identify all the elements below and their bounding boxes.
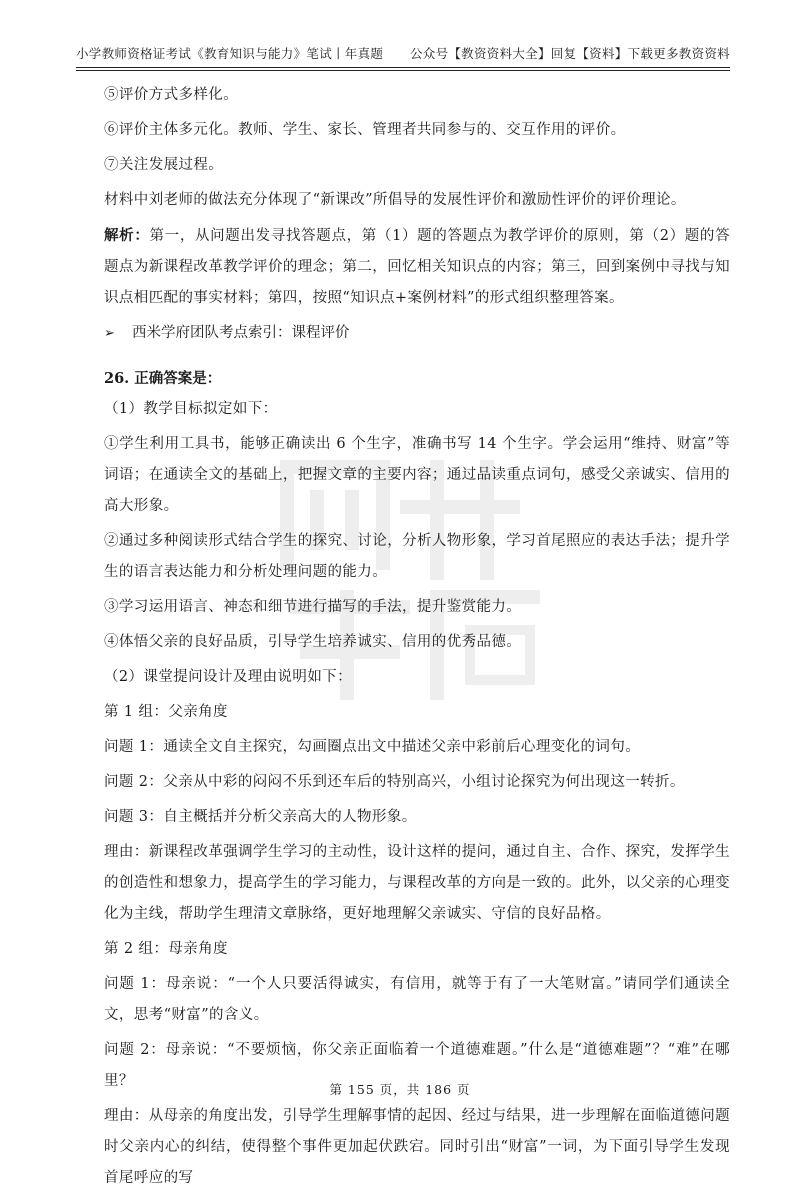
index-bullet (104, 318, 730, 349)
group-2-reason: 理由：从母亲的角度出发，引导学生理解事情的起因、经过与结果，进一步理解在面临道德问题时父亲内心的纠结，使得整个事件更加起伏跌宕。同时引出“财富”一词，为下面引导学生发现首尾呼应的写 (104, 1108, 730, 1186)
objective-4: ④体悟父亲的良好品质，引导学生培养诚实、信用的优秀品德。 (104, 634, 522, 650)
group-1-reason: 理由：新课程改革强调学生学习的主动性，设计这样的提问，通过自主、合作、探究，发挥学生的创造性和想象力，提高学生的学习能力，与课程改革的方向是一致的。此外，以父亲的心理变化为主线，帮助学生理清文章脉络，更好地理解父亲诚实、守信的良好品格。 (104, 844, 730, 922)
group-1-question-3: 问题 3：自主概括并分析父亲高大的人物形象。 (104, 809, 417, 825)
objective-1: ①学生利用工具书，能够正确读出 6 个生字，准确书写 14 个生字。学会运用“维持、财富”等词语；在通读全文的基础上，把握文章的主要内容；通过品读重点词句，感受父亲诚实、信用的高大形象。 (104, 436, 730, 514)
group-1-title: 第 1 组：父亲角度 (104, 704, 228, 720)
header-rule (76, 70, 730, 71)
objective-2: ②通过多种阅读形式结合学生的探究、讨论，分析人物形象，学习首尾照应的表达手法；提升学生的语言表达能力和分析处理问题的能力。 (104, 533, 730, 580)
group-1-question-2: 问题 2：父亲从中彩的闷闷不乐到还车后的特别高兴，小组讨论探究为何出现这一转折。 (104, 774, 685, 790)
analysis-label: 解析： (104, 227, 150, 244)
group-1-question-1: 问题 1：通读全文自主探究，勾画圈点出文中描述父亲中彩前后心理变化的词句。 (104, 739, 641, 755)
evaluation-point-7: ⑦关注发展过程。 (104, 157, 224, 173)
page-content (104, 80, 730, 1198)
page-number: 第 155 页，共 186 页 (329, 1082, 471, 1097)
group-2-question-1: 问题 1：母亲说：“一个人只要活得诚实，有信用，就等于有了一大笔财富。”请同学们通读全文，思考“财富”的含义。 (104, 976, 730, 1023)
objective-3: ③学习运用语言、神态和细节进行描写的手法，提升鉴赏能力。 (104, 599, 522, 615)
question-26-heading: 26. 正确答案是： (104, 370, 222, 387)
arrow-bullet-icon: ➢ (104, 326, 115, 341)
analysis-text: 第一，从问题出发寻找答题点，第（1）题的答题点为教学评价的原则，第（2）题的答题点为新课程改革教学评价的理念；第二，回忆相关知识点的内容；第三，回到案例中寻找与知识点相匹配的事实材料；第四，按照“知识点+案例材料”的形式组织整理答案。 (104, 228, 730, 306)
header-right-note: 公众号【教资资料大全】回复【资料】下载更多教资资料 (409, 46, 730, 61)
analysis-paragraph (104, 220, 730, 314)
header-left-title: 小学教师资格证考试《教育知识与能力》笔试丨年真题 (76, 46, 384, 61)
evaluation-point-6: ⑥评价主体多元化。教师、学生、家长、管理者共同参与的、交互作用的评价。 (104, 122, 626, 138)
page-header (76, 44, 730, 68)
index-bullet-text: 西米学府团队考点索引：课程评价 (132, 325, 350, 341)
questions-heading: （2）课堂提问设计及理由说明如下： (104, 669, 353, 685)
group-2-question-2: 问题 2：母亲说：“不要烦恼，你父亲正面临着一个道德难题。”什么是“道德难题”？“难”在哪里？ (104, 1042, 730, 1089)
objectives-heading: （1）教学目标拟定如下： (104, 401, 278, 417)
evaluation-summary: 材料中刘老师的做法充分体现了“新课改”所倡导的发展性评价和激励性评价的评价理论。 (104, 192, 686, 208)
group-2-title: 第 2 组：母亲角度 (104, 941, 228, 957)
evaluation-point-5: ⑤评价方式多样化。 (104, 87, 239, 103)
